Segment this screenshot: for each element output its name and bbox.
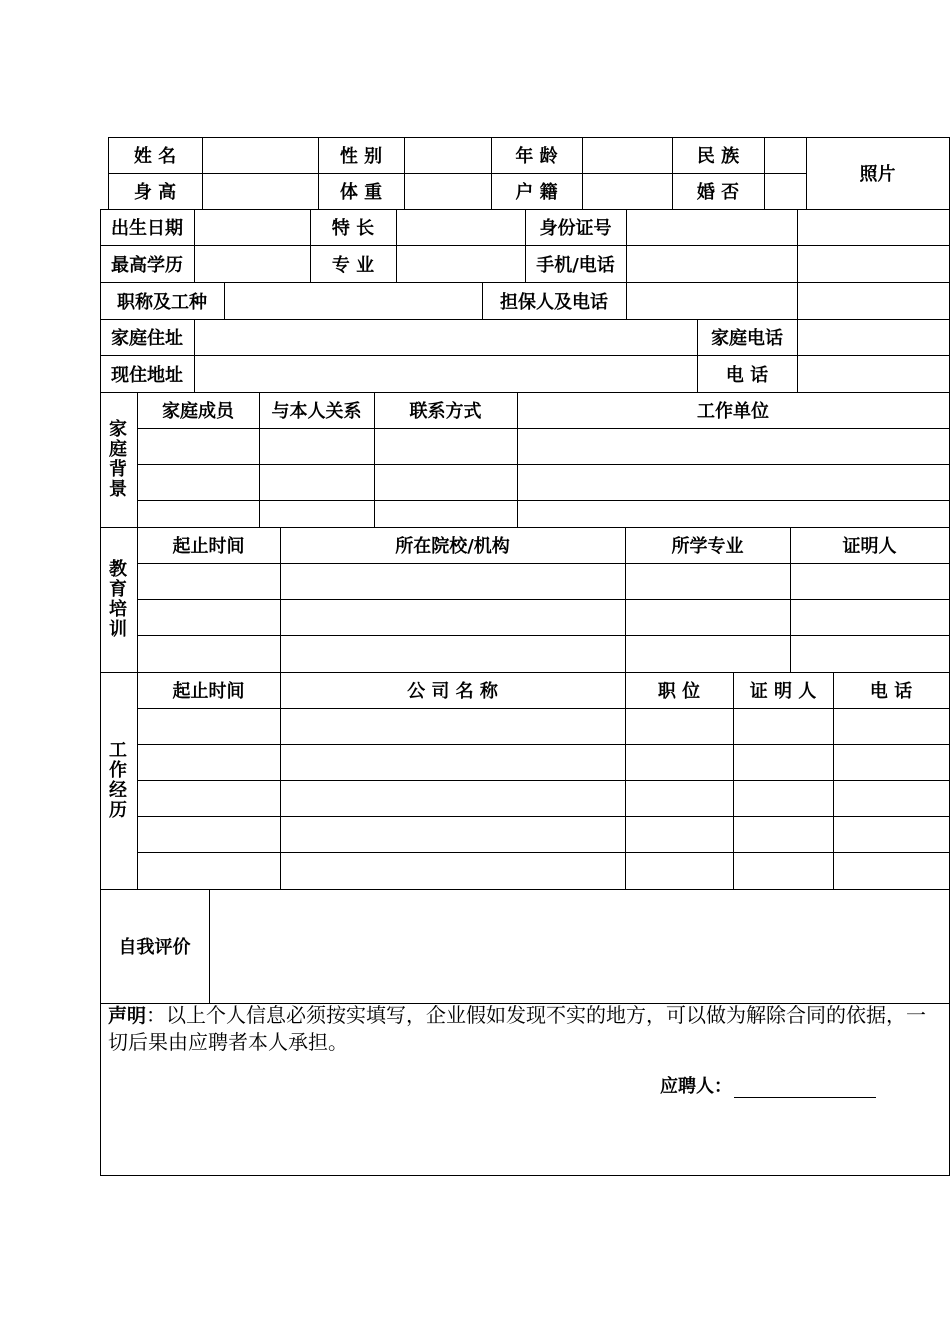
declaration-prefix: 声明: [108, 1005, 147, 1027]
home-address-label: 家庭住址: [111, 328, 183, 349]
home-phone-field[interactable]: [798, 320, 949, 355]
family-section-label: 家庭背景: [109, 418, 127, 500]
age-field[interactable]: [583, 138, 672, 173]
mobile-phone-label: 手机/电话: [536, 254, 615, 276]
family-header-relation: 与本人关系: [271, 401, 362, 422]
mobile-phone-field[interactable]: [627, 246, 797, 282]
marital-label: 婚 否: [696, 182, 740, 203]
guarantor-label: 担保人及电话: [500, 291, 608, 313]
family-header-contact: 联系方式: [409, 401, 482, 422]
weight-field[interactable]: [405, 174, 491, 209]
home-phone-label: 家庭电话: [711, 328, 783, 349]
table-row[interactable]: [138, 636, 949, 672]
job-title-label: 职称及工种: [117, 291, 207, 313]
guarantor-field[interactable]: [627, 283, 797, 319]
job-title-field[interactable]: [225, 283, 482, 319]
table-row[interactable]: [138, 709, 949, 744]
photo-label: 照片: [859, 164, 896, 185]
height-field[interactable]: [203, 174, 318, 209]
table-row[interactable]: [138, 429, 949, 464]
gender-label: 性 别: [339, 146, 383, 167]
marital-field[interactable]: [765, 174, 806, 209]
specialty-label: 特 长: [331, 218, 375, 239]
table-row[interactable]: [138, 745, 949, 780]
major-label: 专 业: [331, 254, 375, 276]
table-row[interactable]: [138, 853, 949, 889]
phone-label: 电 话: [725, 364, 769, 386]
ethnicity-label: 民 族: [696, 146, 740, 167]
height-label: 身 高: [133, 182, 177, 203]
current-address-label: 现住地址: [111, 364, 183, 386]
age-label: 年 龄: [515, 146, 558, 167]
table-row[interactable]: [138, 781, 949, 816]
ethnicity-field[interactable]: [765, 138, 806, 173]
self-evaluation-label: 自我评价: [118, 937, 191, 958]
weight-label: 体 重: [339, 182, 383, 203]
family-header-employer: 工作单位: [697, 401, 769, 422]
table-row[interactable]: [138, 465, 949, 500]
gender-field[interactable]: [405, 138, 491, 173]
work-header-position: 职 位: [657, 681, 701, 702]
family-header-member: 家庭成员: [162, 401, 234, 422]
education-header-period: 起止时间: [172, 536, 245, 557]
declaration-body: ：以上个人信息必须按实填写，企业假如发现不实的地方，可以做为解除合同的依据，一切后果由应聘者本人承担。: [108, 1003, 927, 1054]
name-field[interactable]: [203, 138, 318, 173]
education-level-field[interactable]: [195, 246, 310, 282]
id-number-label: 身份证号: [539, 218, 612, 239]
hukou-label: 户 籍: [515, 182, 558, 203]
table-row[interactable]: [138, 501, 949, 527]
work-header-period: 起止时间: [172, 681, 245, 702]
birthdate-label: 出生日期: [111, 218, 183, 239]
education-header-school: 所在院校/机构: [395, 536, 510, 557]
declaration-text: [108, 1002, 943, 1055]
current-address-field[interactable]: [195, 356, 697, 392]
work-header-reference: 证 明 人: [749, 681, 817, 702]
self-evaluation-field[interactable]: [210, 890, 949, 1003]
table-row[interactable]: [138, 564, 949, 599]
home-address-field[interactable]: [195, 320, 697, 355]
signature-area: [660, 1072, 876, 1098]
specialty-field[interactable]: [397, 210, 525, 245]
table-row[interactable]: [138, 600, 949, 635]
work-header-phone: 电 话: [869, 681, 913, 702]
work-header-company: 公 司 名 称: [407, 681, 498, 702]
education-header-reference: 证明人: [842, 536, 897, 557]
id-number-field[interactable]: [627, 210, 797, 245]
education-header-major: 所学专业: [671, 536, 744, 557]
education-section-label: 教育培训: [109, 558, 127, 640]
signature-label: 应聘人：: [660, 1076, 732, 1097]
birthdate-field[interactable]: [195, 210, 310, 245]
signature-line[interactable]: [734, 1081, 876, 1098]
major-field[interactable]: [397, 246, 525, 282]
hukou-field[interactable]: [583, 174, 672, 209]
work-section-label: 工作经历: [109, 739, 127, 821]
education-level-label: 最高学历: [111, 254, 183, 276]
phone-field[interactable]: [798, 356, 949, 392]
table-row[interactable]: [138, 817, 949, 852]
name-label: 姓 名: [133, 146, 177, 167]
